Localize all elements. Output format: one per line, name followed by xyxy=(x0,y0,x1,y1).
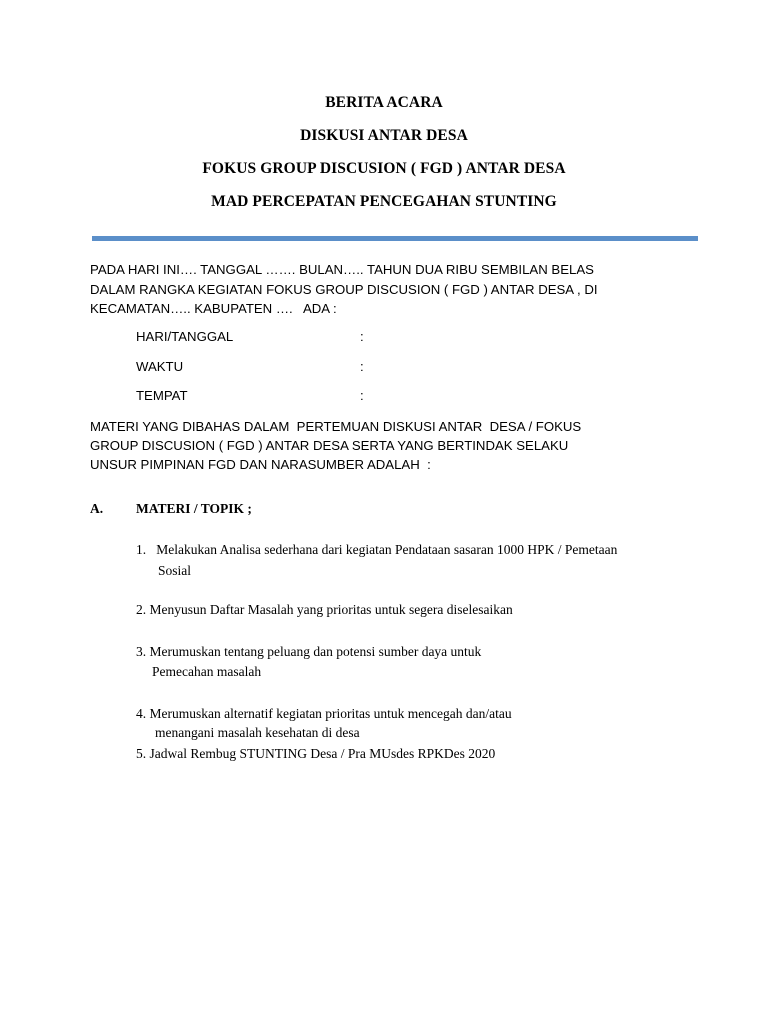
list-item-1: 1. Melakukan Analisa sederhana dari kegiatan Pendataan sasaran 1000 HPK / Pemetaan xyxy=(136,542,618,557)
list-item-2: 2. Menyusun Daftar Masalah yang prioritas untuk segera diselesaikan xyxy=(136,602,513,617)
section-title: MATERI / TOPIK ; xyxy=(136,501,252,516)
list-item-4: 4. Merumuskan alternatif kegiatan prioritas untuk mencegah dan/atau xyxy=(136,706,512,721)
field-hari-tanggal-colon: : xyxy=(360,329,364,344)
list-item-5: 5. Jadwal Rembug STUNTING Desa / Pra MUsdes RPKDes 2020 xyxy=(136,746,496,761)
section-letter: A. xyxy=(90,501,104,516)
field-hari-tanggal-label: HARI/TANGGAL xyxy=(136,329,234,344)
header-divider xyxy=(92,236,698,241)
materi-line-1: MATERI YANG DIBAHAS DALAM PERTEMUAN DISKUSI ANTAR DESA / FOKUS xyxy=(90,419,582,434)
title-fgd: FOKUS GROUP DISCUSION ( FGD ) ANTAR DESA xyxy=(202,160,566,177)
field-waktu-colon: : xyxy=(360,359,364,374)
field-waktu-label: WAKTU xyxy=(136,359,184,374)
list-item-1-cont: Sosial xyxy=(158,563,192,578)
list-item-3: 3. Merumuskan tentang peluang dan potensi sumber daya untuk xyxy=(136,644,482,659)
title-berita-acara: BERITA ACARA xyxy=(325,94,443,111)
title-mad-stunting: MAD PERCEPATAN PENCEGAHAN STUNTING xyxy=(211,193,557,210)
field-tempat-label: TEMPAT xyxy=(136,388,188,403)
materi-line-2: GROUP DISCUSION ( FGD ) ANTAR DESA SERTA YANG BERTINDAK SELAKU xyxy=(90,438,569,453)
intro-line-1: PADA HARI INI…. TANGGAL ……. BULAN….. TAHUN DUA RIBU SEMBILAN BELAS xyxy=(90,262,594,277)
field-tempat-colon: : xyxy=(360,388,364,403)
materi-line-3: UNSUR PIMPINAN FGD DAN NARASUMBER ADALAH : xyxy=(90,457,431,472)
intro-line-3: KECAMATAN….. KABUPATEN …. ADA : xyxy=(90,301,337,316)
intro-line-2: DALAM RANGKA KEGIATAN FOKUS GROUP DISCUSION ( FGD ) ANTAR DESA , DI xyxy=(90,282,598,297)
title-diskusi-antar-desa: DISKUSI ANTAR DESA xyxy=(300,127,468,144)
list-item-3-cont: Pemecahan masalah xyxy=(152,664,262,679)
list-item-4-cont: menangani masalah kesehatan di desa xyxy=(155,725,360,740)
